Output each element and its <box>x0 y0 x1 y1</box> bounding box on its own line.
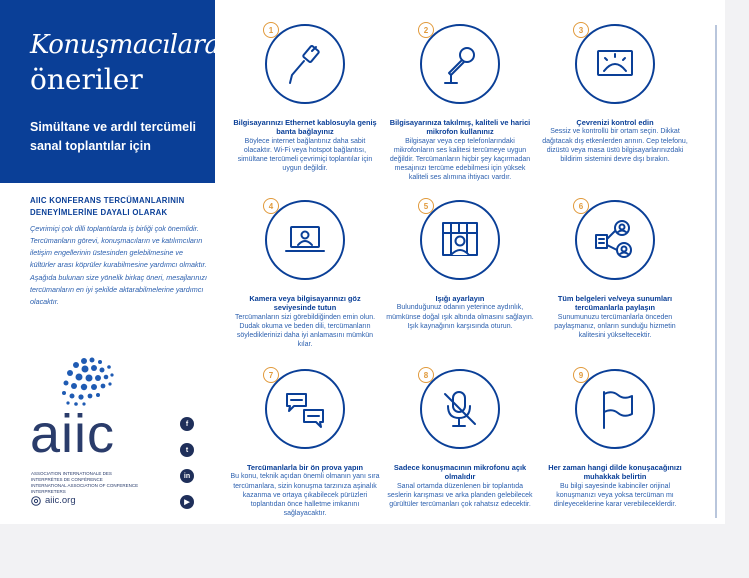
tip-7-title: Tercümanlarla bir ön prova yapın <box>246 463 364 472</box>
tip-7-icon-circle <box>265 369 345 449</box>
tip-6-title: Tüm belgeleri ve/veya sunumları tercümanlarla paylaşın <box>557 294 673 313</box>
aiic-logo <box>30 355 139 515</box>
headset-microphone-icon <box>437 41 483 87</box>
website-url: aiic.org <box>45 495 76 506</box>
tip-3-icon-circle <box>575 24 655 104</box>
tip-9-text: Bu bilgi sayesinde kabinciler orijinal konuşmanızı veya yoksa tercüman mı dinleyeceklerine karar verebileceklerdir. <box>553 482 677 508</box>
tip-2-icon-circle <box>420 24 500 104</box>
tip-1-text: Böylece internet bağlantınız daha sabit olacaktır. Wi-Fi veya hotspot bağlantısı, simültane tercümeli çevrimiçi toplantılar için uygun değildir. <box>237 137 373 173</box>
tip-5-text: Bulunduğunuz odanın yeterince aydınlık, mümkünse doğal ışık altında olmasını sağlayın. Işık kaynağının karşısında oturun. <box>386 304 534 330</box>
tip-9-title: Her zaman hangi dilde konuşacağınızı muhakkak belirtin <box>548 463 682 482</box>
intro-block <box>30 195 208 309</box>
share-documents-icon <box>592 217 638 263</box>
tip-4-text: Tercümanların sizi görebildiğinden emin olun. Dudak okuma ve beden dili, tercümanların söylediklerinizi daha iyi anlamasını mümkün kılar. <box>234 313 376 349</box>
tagline-french: ASSOCIATION INTERNATIONALE DES INTERPRÈTES DE CONFÉRENCE <box>31 471 112 482</box>
tip-4-number: 4 <box>263 198 279 214</box>
logo-tagline <box>31 471 141 495</box>
tip-6-text: Sunumunuzu tercümanlarla önceden paylaşmanız, onların sunduğu hizmetin kalitesini yükseltecektir. <box>554 313 676 339</box>
title-line-2: öneriler <box>30 63 143 96</box>
tip-3 <box>540 24 690 164</box>
ethernet-cable-icon <box>282 41 328 87</box>
tagline-english: INTERNATIONAL ASSOCIATION OF CONFERENCE INTERPRETERS <box>31 483 139 494</box>
tip-1-icon-circle <box>265 24 345 104</box>
at-icon <box>31 496 41 506</box>
tip-8 <box>385 369 535 509</box>
subtitle: Simültane ve ardıl tercümeli sanal toplantılar için <box>30 120 197 153</box>
tip-1-title: Bilgisayarınızı Ethernet kablosuyla geniş banta bağlayınız <box>233 118 377 137</box>
flag-icon <box>592 386 638 432</box>
tip-1 <box>230 24 380 173</box>
title-line-1: Konuşmacılara <box>30 30 220 60</box>
title-banner <box>0 0 220 183</box>
tip-3-title: Çevrenizi kontrol edin <box>576 118 654 127</box>
rehearsal-chat-icon <box>282 386 328 432</box>
tip-2-number: 2 <box>418 22 434 38</box>
tip-8-icon-circle <box>420 369 500 449</box>
left-panel <box>0 0 220 524</box>
globe-dots-icon <box>54 355 118 407</box>
tip-3-text: Sessiz ve kontrollü bir ortam seçin. Dikkat dağıtacak dış etkenlerden arının. Cep telefonu, dizüstü veya masa üstü bilgisayarlarınızdaki bildirim sistemini devre dışı bırakın. <box>542 128 688 163</box>
intro-heading: AIIC KONFERANS TERCÜMANLARININ DENEYİMLERİNE DAYALI OLARAK <box>30 196 185 218</box>
tip-9 <box>540 369 690 509</box>
tip-4 <box>230 200 380 349</box>
tip-2-title: Bilgisayarınıza takılmış, kaliteli ve harici mikrofon kullanınız <box>389 118 531 137</box>
youtube-icon[interactable]: ▶ <box>180 495 194 509</box>
intro-body: Çevrimiçi çok dilli toplantılarda iş birliği çok önemlidir. Tercümanların görevi, konuşmacıların ve katılımcıların iletişim engellerinin üstesinden gelebilmesine ve kültürler arası köprüler kurabilmesine yardımcı olmaktır. Aşağıda bulunan size yönelik birkaç öneri, mesajlarınızı tercümanların en iyi şekilde aktarabilmelerine yardımcı olacaktır. <box>30 223 207 307</box>
tip-7-number: 7 <box>263 367 279 383</box>
tip-5-number: 5 <box>418 198 434 214</box>
tip-6-number: 6 <box>573 198 589 214</box>
tip-6 <box>540 200 690 340</box>
website-link[interactable] <box>31 495 76 506</box>
tip-5-icon-circle <box>420 200 500 280</box>
tip-7 <box>230 369 380 518</box>
tip-6-icon-circle <box>575 200 655 280</box>
quiet-room-icon <box>592 41 638 87</box>
aiic-wordmark: aiic <box>30 404 116 464</box>
tip-2-text: Bilgisayar veya cep telefonlarındaki mikrofonların ses kalitesi tercümeye uygun değildir. Tercümanların hiçbir şey kaçırmadan mesajınızı tercüme edebilmesi için yüksek kaliteli ses alımına ihtiyacı vardır. <box>389 137 531 182</box>
right-divider <box>715 25 717 518</box>
tip-8-text: Sanal ortamda düzenlenen bir toplantıda seslerin karışması ve arka planden gelebilecek gürültüler tercümanları çok rahatsız edecektir. <box>387 482 533 508</box>
facebook-icon[interactable]: f <box>180 417 194 431</box>
tip-5 <box>385 200 535 331</box>
tip-7-text: Bu konu, teknik açıdan önemli olmanın yanı sıra tercümanlara, sizin konuşma tarzınıza aşinalık kazanma ve ortaya çıkabilecek pürüzleri toplantıdan önce halletme imkanını sağlayacaktır. <box>230 473 380 518</box>
twitter-icon[interactable]: t <box>180 443 194 457</box>
mute-microphone-icon <box>437 386 483 432</box>
tip-8-title: Sadece konuşmacının mikrofonu açık olmalıdır <box>393 463 527 482</box>
tip-4-title: Kamera veya bilgisayarınızı göz seviyesinde tutun <box>249 294 361 313</box>
window-light-icon <box>437 217 483 263</box>
tip-1-number: 1 <box>263 22 279 38</box>
tip-5-title: Işığı ayarlayın <box>435 294 485 303</box>
linkedin-icon[interactable]: in <box>180 469 194 483</box>
tip-9-icon-circle <box>575 369 655 449</box>
tip-9-number: 9 <box>573 367 589 383</box>
tip-4-icon-circle <box>265 200 345 280</box>
laptop-speaker-icon <box>282 217 328 263</box>
tip-2 <box>385 24 535 183</box>
tip-8-number: 8 <box>418 367 434 383</box>
tip-3-number: 3 <box>573 22 589 38</box>
